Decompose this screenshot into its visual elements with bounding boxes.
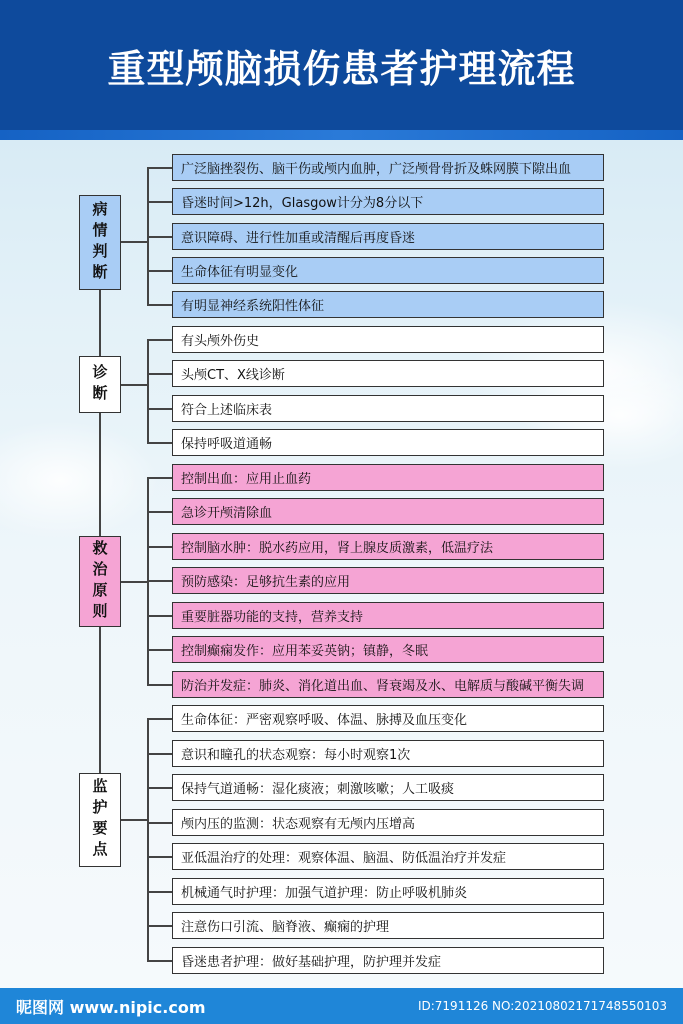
leaf-connector (147, 960, 172, 962)
leaf-connector (147, 201, 172, 203)
flow-spine (99, 413, 101, 536)
leaf-connector (147, 339, 172, 341)
list-item: 保持呼吸道通畅 (172, 429, 604, 456)
image-id-label: ID:7191126 NO:20210802171748550103 (417, 999, 667, 1013)
list-item: 保持气道通畅：湿化痰液；刺激咳嗽；人工吸痰 (172, 774, 604, 801)
branch-connector (121, 241, 148, 243)
flow-spine (99, 627, 101, 773)
list-item: 意识障碍、进行性加重或清醒后再度昏迷 (172, 223, 604, 250)
list-item: 颅内压的监测：状态观察有无颅内压增高 (172, 809, 604, 836)
leaf-connector (147, 718, 172, 720)
leaf-connector (147, 236, 172, 238)
leaf-connector (147, 787, 172, 789)
leaf-connector (147, 822, 172, 824)
list-item: 有头颅外伤史 (172, 326, 604, 353)
list-item: 意识和瞳孔的状态观察：每小时观察1次 (172, 740, 604, 767)
list-item: 有明显神经系统阳性体征 (172, 291, 604, 318)
leaf-connector (147, 580, 172, 582)
page-title: 重型颅脑损伤患者护理流程 (107, 46, 576, 91)
leaf-connector (147, 925, 172, 927)
list-item: 亚低温治疗的处理：观察体温、脑温、防低温治疗并发症 (172, 843, 604, 870)
list-item: 防治并发症：肺炎、消化道出血、肾衰竭及水、电解质与酸碱平衡失调 (172, 671, 604, 698)
list-item: 控制脑水肿：脱水药应用，肾上腺皮质激素，低温疗法 (172, 533, 604, 560)
leaf-connector (147, 304, 172, 306)
header-banner (0, 0, 683, 140)
list-item: 广泛脑挫裂伤、脑干伤或颅内血肿，广泛颅骨骨折及蛛网膜下隙出血 (172, 154, 604, 181)
list-item: 急诊开颅清除血 (172, 498, 604, 525)
leaf-connector (147, 546, 172, 548)
list-item: 控制出血：应用止血药 (172, 464, 604, 491)
branch-bus (147, 339, 149, 443)
leaf-connector (147, 408, 172, 410)
list-item: 生命体征有明显变化 (172, 257, 604, 284)
leaf-connector (147, 511, 172, 513)
category-condition-assessment: 病情判断 (79, 195, 121, 290)
leaf-connector (147, 615, 172, 617)
leaf-connector (147, 373, 172, 375)
flow-spine (99, 290, 101, 356)
leaf-connector (147, 684, 172, 686)
list-item: 生命体征：严密观察呼吸、体温、脉搏及血压变化 (172, 705, 604, 732)
leaf-connector (147, 270, 172, 272)
cloud-decoration (0, 420, 160, 540)
header-stripe (0, 130, 683, 140)
leaf-connector (147, 442, 172, 444)
list-item: 重要脏器功能的支持，营养支持 (172, 602, 604, 629)
watermark-brand: 昵图网 www.nipic.com (16, 997, 206, 1017)
leaf-connector (147, 753, 172, 755)
branch-connector (121, 581, 148, 583)
list-item: 预防感染：足够抗生素的应用 (172, 567, 604, 594)
list-item: 头颅CT、X线诊断 (172, 360, 604, 387)
category-diagnosis: 诊断 (79, 356, 121, 413)
list-item: 符合上述临床表 (172, 395, 604, 422)
leaf-connector (147, 477, 172, 479)
footer-bar (0, 988, 683, 1024)
list-item: 机械通气时护理：加强气道护理：防止呼吸机肺炎 (172, 878, 604, 905)
list-item: 昏迷时间>12h，Glasgow计分为8分以下 (172, 188, 604, 215)
list-item: 控制癫痫发作：应用苯妥英钠；镇静，冬眠 (172, 636, 604, 663)
leaf-connector (147, 167, 172, 169)
list-item: 昏迷患者护理：做好基础护理，防护理并发症 (172, 947, 604, 974)
leaf-connector (147, 649, 172, 651)
branch-connector (121, 384, 148, 386)
list-item: 注意伤口引流、脑脊液、癫痫的护理 (172, 912, 604, 939)
leaf-connector (147, 856, 172, 858)
category-monitoring-points: 监护要点 (79, 773, 121, 867)
branch-connector (121, 819, 148, 821)
leaf-connector (147, 891, 172, 893)
category-treatment-principles: 救治原则 (79, 536, 121, 627)
